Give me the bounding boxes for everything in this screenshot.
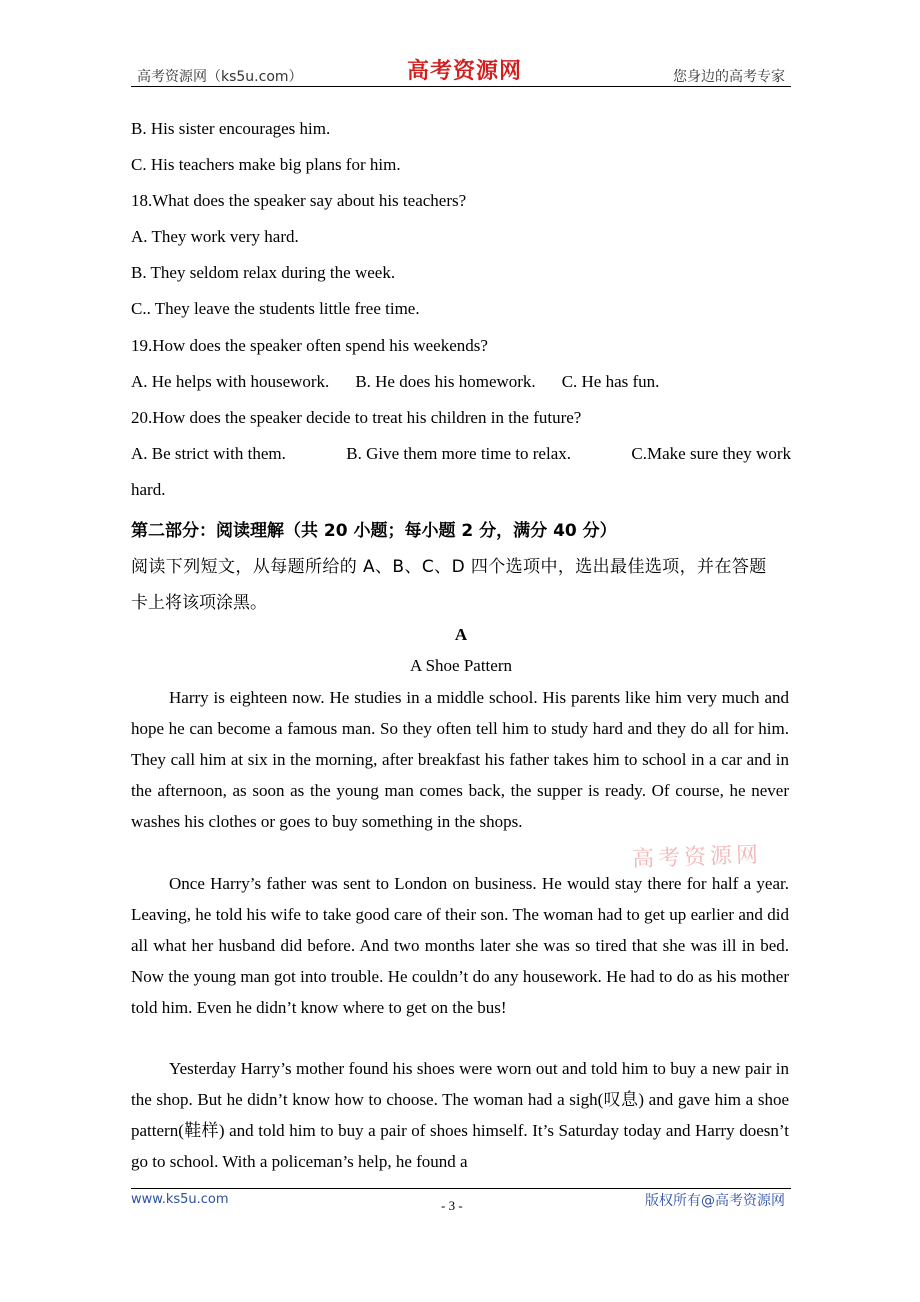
passage-paragraph-1: Harry is eighteen now. He studies in a middle school. His parents like him very much and hope he can become a famous man. So they often tell him to study hard and they do all for him. They call him at six in the morning, after breakfast his father takes him to school in a car and in the afternoon, as soon as the young man comes back, the supper is ready. Of course, he never washes his clothes or goes to buy something in the shops. (131, 688, 789, 831)
q20-option-a: A. Be strict with them. (131, 444, 286, 463)
section-instruction-line1: 阅读下列短文，从每题所给的 A、B、C、D 四个选项中，选出最佳选项，并在答题 (131, 557, 767, 577)
section-instruction-line2: 卡上将该项涂黑。 (131, 593, 267, 613)
header-divider (131, 86, 791, 87)
q20-option-c-continued: hard. (131, 480, 166, 499)
footer-divider (131, 1188, 791, 1189)
header-site-name: 高考资源网（ks5u.com） (137, 69, 303, 85)
footer-copyright: 版权所有@高考资源网 (645, 1193, 785, 1209)
q20-option-b: B. Give them more time to relax. (346, 444, 571, 463)
q20-option-c: C.Make sure they work (631, 444, 791, 463)
q18-option-c: C.. They leave the students little free time. (131, 299, 420, 318)
page-number: - 3 - (441, 1198, 463, 1213)
q19-option-a: A. He helps with housework. (131, 372, 330, 391)
q18-option-b: B. They seldom relax during the week. (131, 263, 396, 282)
header-slogan: 您身边的高考专家 (673, 69, 785, 85)
q18-option-a: A. They work very hard. (131, 227, 299, 246)
q20-stem: 20.How does the speaker decide to treat his children in the future? (131, 408, 582, 427)
page-footer (131, 1188, 791, 1228)
q18-stem: 18.What does the speaker say about his teachers? (131, 191, 467, 210)
header-logo: 高考资源网 (407, 58, 523, 84)
q19-options (131, 372, 791, 392)
q20-options (131, 444, 791, 464)
q17-option-b: B. His sister encourages him. (131, 119, 331, 138)
page-header (131, 60, 791, 88)
footer-site-link[interactable]: www.ks5u.com (131, 1192, 229, 1207)
passage-paragraph-3: Yesterday Harry’s mother found his shoes were worn out and told him to buy a new pair in the shop. But he didn’t know how to choose. The woman had a sigh(叹息) and gave him a shoe pattern(鞋样) and told him to buy a pair of shoes himself. It’s Saturday today and Harry doesn’t go to school. With a policeman’s help, he found a (131, 1059, 789, 1171)
q19-option-c: C. He has fun. (561, 372, 660, 391)
passage-title: A Shoe Pattern (410, 656, 512, 675)
passage-label: A (454, 625, 468, 644)
passage-paragraph-2: Once Harry’s father was sent to London on business. He would stay there for half a year. Leaving, he told his wife to take good care of their son. The woman had to get up earlier and did all what her husband did before. And two months later she was so tired that she was ill in bed. Now the young man got into trouble. He couldn’t do any housework. He had to do as his mother told him. Even he didn’t know where to get on the bus! (131, 874, 789, 1017)
section-title: 第二部分：阅读理解（共 20 小题；每小题 2 分，满分 40 分） (131, 521, 617, 541)
q19-option-b: B. He does his homework. (355, 372, 536, 391)
q17-option-c: C. His teachers make big plans for him. (131, 155, 401, 174)
watermark: 高考资源网 (631, 842, 763, 873)
q19-stem: 19.How does the speaker often spend his weekends? (131, 336, 488, 355)
